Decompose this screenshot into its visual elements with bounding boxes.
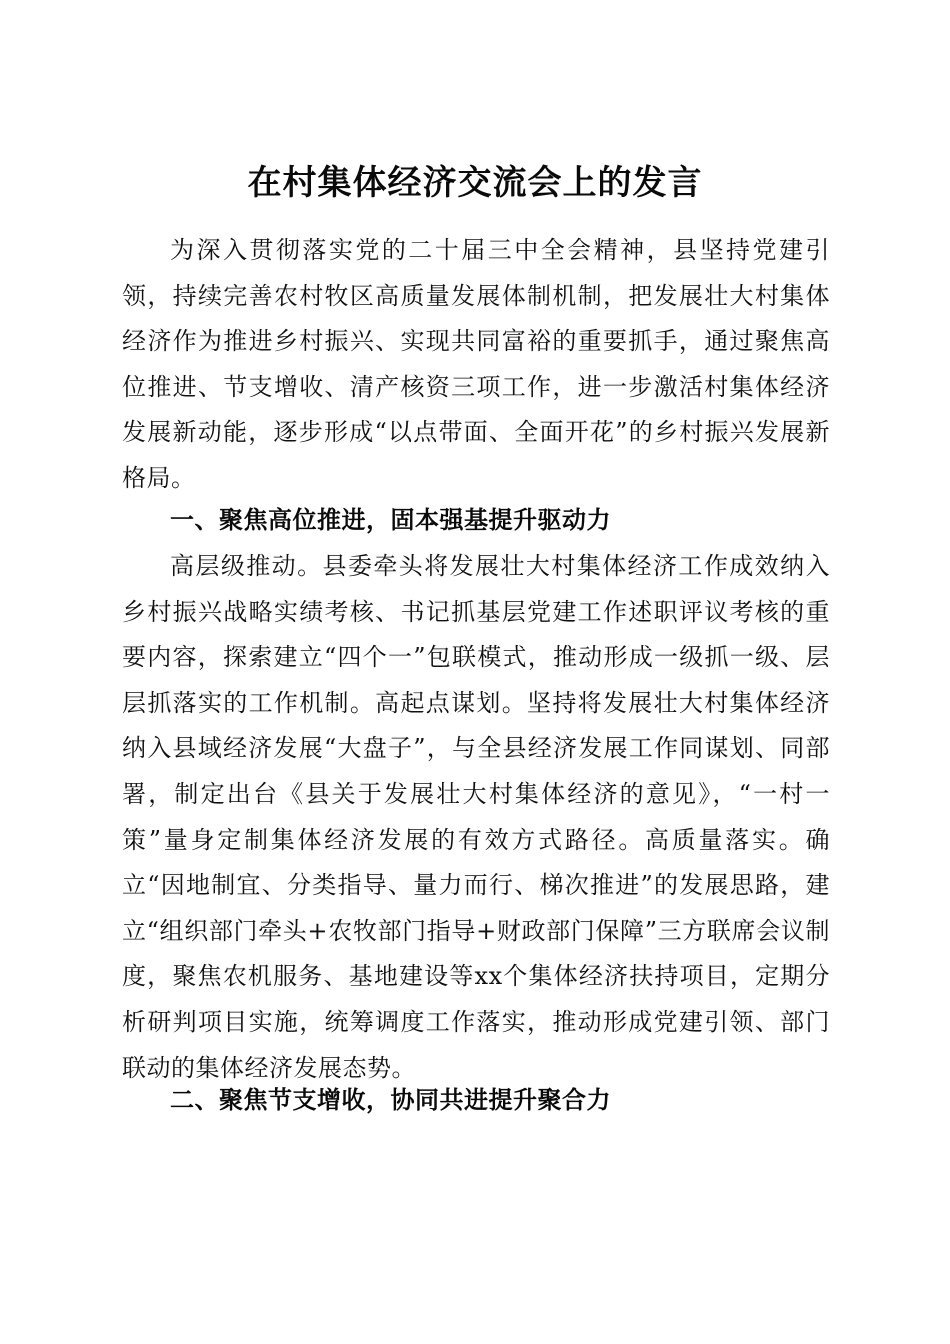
section-1-paragraph: 高层级推动。县委牵头将发展壮大村集体经济工作成效纳入乡村振兴战略实绩考核、书记抓基层党建工作述职评议考核的重要内容，探索建立“四个一”包联模式，推动形成一级抓一级、层层抓落实的工作机制。高起点谋划。坚持将发展壮大村集体经济纳入县域经济发展“大盘子”，与全县经济发展工作同谋划、同部署，制定出台《县关于发展壮大村集体经济的意见》，“一村一策”量身定制集体经济发展的有效方式路径。高质量落实。确立“因地制宜、分类指导、量力而行、梯次推进”的发展思路，建立“组织部门牵头+农牧部门指导+财政部门保障”三方联席会议制度，聚焦农机服务、基地建设等xx个集体经济扶持项目，定期分析研判项目实施，统筹调度工作落实，推动形成党建引领、部门联动的集体经济发展态势。 bbox=[122, 552, 830, 1082]
intro-paragraph: 为深入贯彻落实党的二十届三中全会精神，县坚持党建引领，持续完善农村牧区高质量发展体制机制，把发展壮大村集体经济作为推进乡村振兴、实现共同富裕的重要抓手，通过聚焦高位推进、节支增收、清产核资三项工作，进一步激活村集体经济发展新动能，逐步形成“以点带面、全面开花”的乡村振兴发展新格局。 bbox=[122, 236, 830, 492]
document-title: 在村集体经济交流会上的发言 bbox=[247, 162, 703, 203]
section-heading-1: 一、聚焦高位推进，固本强基提升驱动力 bbox=[170, 506, 611, 534]
section-heading-2: 二、聚焦节支增收，协同共进提升聚合力 bbox=[170, 1086, 611, 1114]
